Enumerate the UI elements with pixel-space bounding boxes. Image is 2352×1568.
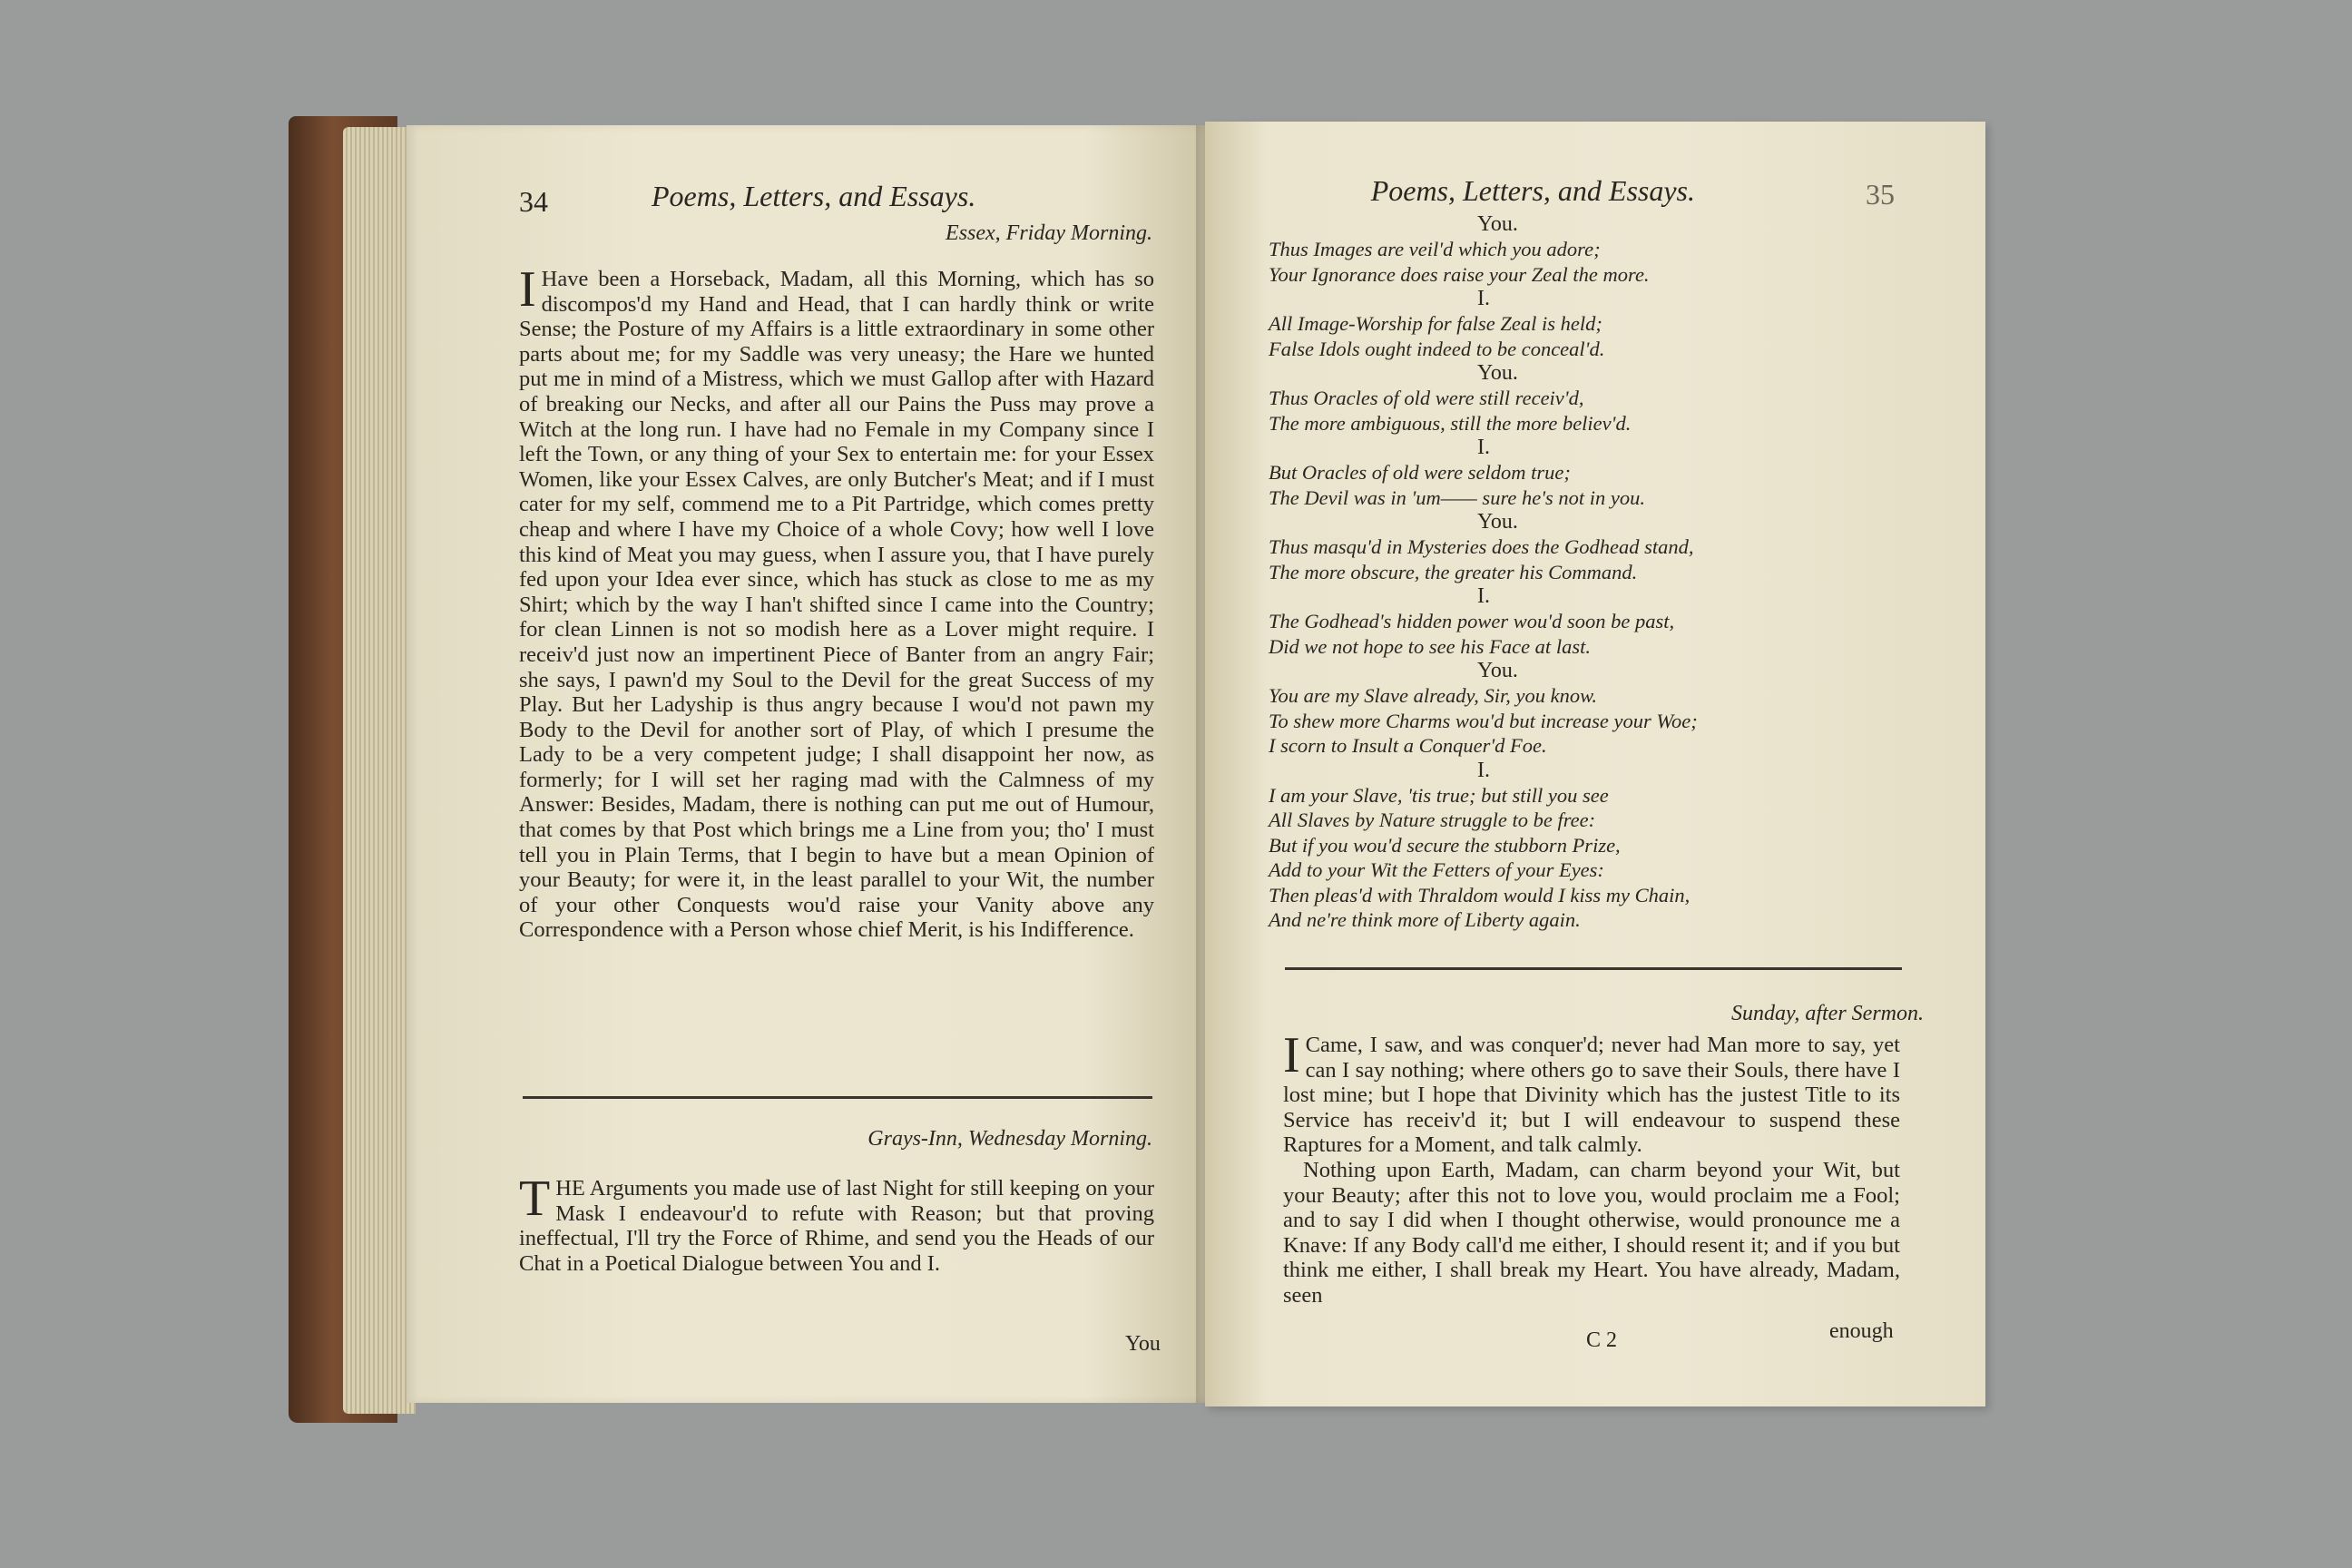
speaker-label: I.: [1477, 758, 1490, 782]
catchword: enough: [1829, 1319, 1894, 1343]
letter-text: Nothing upon Earth, Madam, can charm beyond your Wit, but your Beauty; after this not to love you, would proclaim me a Fool; and to say I did when I thought otherwise, would pronounce me a Knave: If any Body call'd me either, I should resent it; and if you but think me either, I shall break my Heart. You have already, Madam, seen: [1283, 1157, 1900, 1308]
speaker-label: I.: [1477, 584, 1490, 608]
verse-line: To shew more Charms wou'd but increase your Woe;: [1269, 709, 1698, 732]
verse-line: Thus Images are veil'd which you adore;: [1269, 238, 1601, 260]
section-rule: [523, 1096, 1152, 1099]
drop-capital: I: [519, 261, 536, 318]
speaker-label: I.: [1477, 287, 1490, 310]
letter-body: [519, 1171, 1154, 1276]
verse-line: I am your Slave, 'tis true; but still you see: [1269, 783, 1609, 807]
section-rule: [1285, 967, 1902, 970]
verse-line: Then pleas'd with Thraldom would I kiss my Chain,: [1269, 883, 1690, 906]
verse-line: The Godhead's hidden power wou'd soon be past,: [1269, 610, 1675, 632]
verse-line: The more obscure, the greater his Command.: [1269, 560, 1638, 583]
drop-capital: T: [519, 1171, 551, 1227]
right-page: [1205, 122, 1985, 1406]
dateline: Sunday, after Sermon.: [1731, 1002, 1924, 1025]
speaker-label: I.: [1477, 436, 1490, 459]
verse-line: And ne're think more of Liberty again.: [1269, 908, 1581, 931]
dateline: Grays-Inn, Wednesday Morning.: [867, 1127, 1152, 1151]
catchword: You: [1125, 1332, 1161, 1356]
verse-line: But if you wou'd secure the stubborn Prize,: [1269, 833, 1621, 857]
letter-text: HE Arguments you made use of last Night for still keeping on your Mask I endeavour'd to refute with Reason; but that proving ineffectual, I'll try the Force of Rhime, and send you the Heads of our Chat in a Poetical Dialogue between You and I.: [519, 1176, 1154, 1276]
page-edges: [343, 127, 416, 1414]
letter-body: [1283, 1027, 1900, 1308]
running-head: Poems, Letters, and Essays.: [1370, 174, 1695, 207]
speaker-label: You.: [1477, 361, 1518, 385]
verse-line: Did we not hope to see his Face at last.: [1269, 634, 1591, 658]
verse-line: But Oracles of old were seldom true;: [1269, 461, 1571, 484]
verse-line: The more ambiguous, still the more believ'd.: [1269, 411, 1632, 435]
verse-line: I scorn to Insult a Conquer'd Foe.: [1269, 734, 1547, 757]
verse-line: Add to your Wit the Fetters of your Eyes:: [1269, 858, 1604, 881]
speaker-label: You.: [1477, 212, 1518, 236]
letter-text: Have been a Horseback, Madam, all this Morning, which has so discompos'd my Hand and Head, that I can hardly think or write Sense; the Posture of my Affairs is a little extraordinary in some other parts about me; for my Saddle was very uneasy; the Hare we hunted put me in mind of a Mistress, which we must Gallop after with Hazard of breaking our Necks, and after all our Pains the Puss may prove a Witch at the long run. I have had no Female in my Company since I left the Town, or any thing of your Sex to entertain me: for your Essex Women, like your Essex Calves, are only Butcher's Meat; and if I must cater for my self, commend me to a Pit Partridge, which comes pretty cheap and where I have my Choice of a whole Covy; how well I love this kind of Meat you may guess, when I assure you, that I have purely fed upon your Idea ever since, which has stuck as close to me as my Shirt; which by the way I han't shifted since I came into the Country; for clean Linnen is not so modish here as a Lover might require. I receiv'd just now an impertinent Piece of Banter from an angry Fair; she says, I pawn'd my Soul to the Devil for the great Success of my Play. But her Ladyship is thus angry because I wou'd not pawn my Body to the Devil for another sort of Play, of which I presume the Lady to be a very competent judge; I shall disappoint her now, as formerly; for I will set her raging mad with the Calmness of my Answer: Besides, Madam, there is nothing can put me out of Humour, that comes by that Post which brings me a Line from you; tho' I must tell you in Plain Terms, that I begin to have but a mean Opinion of your Beauty; for were it, in the least parallel to your Wit, the number of your other Conquests wou'd raise your Vanity above any Correspondence with a Person whose chief Merit, is his Indifference.: [519, 267, 1154, 943]
speaker-label: You.: [1477, 659, 1518, 682]
verse-dialogue: [1269, 212, 1740, 933]
verse-line: False Idols ought indeed to be conceal'd.: [1269, 337, 1605, 360]
page-number: 35: [1866, 178, 1895, 211]
verse-line: All Slaves by Nature struggle to be free:: [1269, 808, 1596, 831]
speaker-label: You.: [1477, 510, 1518, 534]
verse-line: Thus masqu'd in Mysteries does the Godhead stand,: [1269, 535, 1694, 558]
signature-mark: C 2: [1586, 1328, 1618, 1352]
verse-line: Thus Oracles of old were still receiv'd,: [1269, 387, 1584, 409]
letter-text: Came, I saw, and was conquer'd; never had Man more to say, yet can I say nothing; where others go to save their Souls, there have I lost mine; but I hope that Divinity which has the justest Title to its Service has receiv'd it; but I will endeavour to suspend these Raptures for a Moment, and talk calmly.: [1283, 1033, 1900, 1158]
dateline: Essex, Friday Morning.: [946, 221, 1152, 245]
verse-line: The Devil was in 'um—— sure he's not in you.: [1269, 485, 1646, 509]
letter-body: [519, 261, 1154, 943]
open-book: [289, 107, 1976, 1430]
verse-line: You are my Slave already, Sir, you know.: [1269, 684, 1598, 707]
page-number: 34: [519, 185, 548, 218]
running-head: Poems, Letters, and Essays.: [652, 180, 976, 212]
left-page: [407, 125, 1205, 1403]
verse-line: Your Ignorance does raise your Zeal the more.: [1269, 262, 1650, 286]
drop-capital: I: [1283, 1027, 1300, 1083]
verse-line: All Image-Worship for false Zeal is held;: [1269, 312, 1602, 335]
